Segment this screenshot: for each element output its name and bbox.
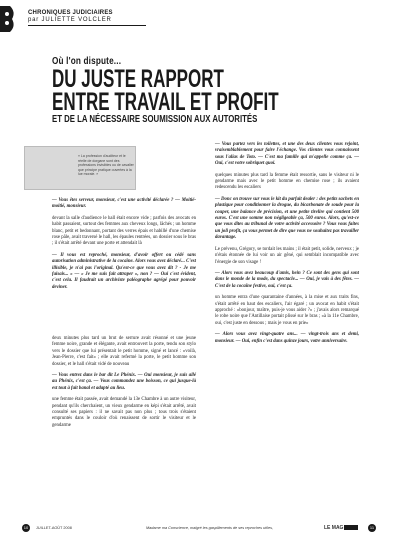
left-column-top xyxy=(52,198,196,296)
footer-credit: Madame ma Conscience, malgré les gaspillements de ses reproches utiles, xyxy=(146,526,274,530)
series-author: par JULIETTE VOLCLER xyxy=(28,17,112,23)
edition-date: JUILLET-AOÛT 2008 xyxy=(36,526,72,530)
footer-mark xyxy=(344,525,358,530)
dialogue-paragraph: — Vous entrez dans le bar dit Le Phénix. — Oui monsieur, je suis allé au Phénix, c'est ça. — Vous commandez une boisson, ce qui jusque-là est tout à fait banal et adapté au lieu. xyxy=(52,373,196,391)
page-number-right: 11 xyxy=(369,525,375,530)
headline-line-1: DU JUSTE RAPPORT xyxy=(52,65,224,93)
dialogue-paragraph: — Vous partez vers les toilettes, et une des deux clientes vous rejoint, vraisemblablement pour faire l'échange. Vos clientes vous connaissent sous l'alias de Toto. — C'est ma famille qui m'appelle comme ça. — Oui, c'est votre sobriquet quoi. xyxy=(215,142,359,167)
narrative-paragraph: une femme était passée, avait demandé la 13e Chambre à un autre visiteur, pendant qu'ils cherchaient, un vieux gendarme en képi s'était arrêté, avait consulté ses papiers : il ne savait pas non plus ; tous trois s'étaient empruntés dans le couloir d'où renaissent de sortir le visiteur et le gendarme xyxy=(52,397,196,428)
narrative-paragraph: quelques minutes plus tard la femme était ressortie, sans le visiteur ni le gendarme mais avec le petit homme en chemise rose ; ils avaient redescendu les escaliers xyxy=(215,172,359,191)
magazine-name: LE MAG xyxy=(324,525,344,531)
dialogue-paragraph: — Il vous est reproché, monsieur, d'avoir offert ou cédé sans autorisation administrative de la cocaïne. Alors vous avez déclaré... C'est illisible, je n'ai pas l'original. Qu'est-ce que vous avez dit ? - Je me faisais... » — « Je me suis fait attraper », non ? — Oui c'est évident, c'est cela. Il faudrait un archiviste paléographe agrégé pour pouvoir deviner. xyxy=(52,252,196,290)
narrative-paragraph: un homme entra d'une quarantaine d'années, à la mise et aux traits fins, s'était arrêté en haut des escaliers, l'air égaré ; un avocat en habit s'était approché : «bonjour, maître, puis-je vous aider ?» ; j'avais alors remarqué le robe noire que l'Antillaise portait plissé sur le bras ; «à la 11e Chambre, oui, c'est juste en dessous ; mais je vous en prie» xyxy=(215,295,359,326)
magazine-logo-icon xyxy=(0,6,16,32)
narrative-paragraph: deux minutes plus tard un brut de serrure avait résonné et une jeune femme noire, grande et élégante, avait entrouvert la porte, tendu son stylo vers le dossier que lui présentait le petit homme, signé et lancé : «voilà, Jean-Pierre, c'est fait» ; elle avait refermé la porte, le petit homme son dossier, et le hall s'était vidé de nouveau xyxy=(52,336,196,367)
article-headline xyxy=(52,65,279,116)
dialogue-paragraph: — Alors vous avez vingt-quatre ans... — vingt-trois ans et demi, monsieur. — Oui, enfin c'est dans quinze jours, votre anniversaire. xyxy=(215,332,359,344)
article-kicker: Où l'on dispute... xyxy=(52,56,122,67)
page-footer xyxy=(22,524,378,534)
narrative-paragraph: devant la salle d'audience le hall était encore vide ; parfois des avocats en habit passaient, surtout des femmes aux cheveux longs, lâchés ; un homme blanc, petit et bedonnant, portant des verres épais et habillé d'une chemise rose pâle, avait traversé le hall, les épaules rentrées, un dossier sous le bras ; il s'était arrêté devant une porte et attendait là xyxy=(52,215,196,247)
series-rule xyxy=(28,25,146,26)
dialogue-paragraph: — Alors vous avez beaucoup d'amis, hein ? Ce sont des gens qui sont dans le monde de la mode, du spectacle... — Oui, je vais à des fêtes. — C'est de la cocaïne festive, oui, c'est ça. xyxy=(215,270,359,289)
series-header xyxy=(28,10,178,26)
left-column-bottom xyxy=(52,336,196,434)
page-number-left: 10 xyxy=(23,525,29,530)
series-title: CHRONIQUES JUDICIAIRES xyxy=(28,10,113,16)
narrative-paragraph: Le prévenu, Grégory, se tordait les mains ; il était petit, solide, nerveux ; je n'étais étonnée de lui voir un air gêné, qui semblait incompatible avec l'énergie de son visage ! xyxy=(215,246,359,265)
right-column xyxy=(215,142,359,350)
dialogue-paragraph: — Vous êtes serveur, monsieur, c'est une activité déclarée ? — Moitié-moitié, monsieur. xyxy=(52,198,196,210)
dialogue-paragraph: — Donc on trouve sur vous le kit du parfait dealer : des petits sachets en plastique pour conditionner la drogue, du bicarbonate de soude pour la couper, une balance de précision, et une petite tirelire qui contient 500 euros. C'est une somme non négligeable ça, 500 euros. Alors, qu'est-ce que vous dites au tribunal de votre activité accessoire ? Vous vous faites un joli profit, ça vous permet de dire que vous ne souhaitez pas travailler davantage. xyxy=(215,196,359,241)
headline-line-2: ENTRE TRAVAIL ET PROFIT xyxy=(52,88,279,116)
article-subhead: ET DE LA NÉCESSAIRE SOUMISSION AUX AUTORITÉS xyxy=(52,114,258,125)
photo-caption: « La profession d'auditeur et le réelle de dorgane sont des professions invisibles ou de cavalier que principe pratique ouvertes à la lue morale. » xyxy=(78,154,134,176)
